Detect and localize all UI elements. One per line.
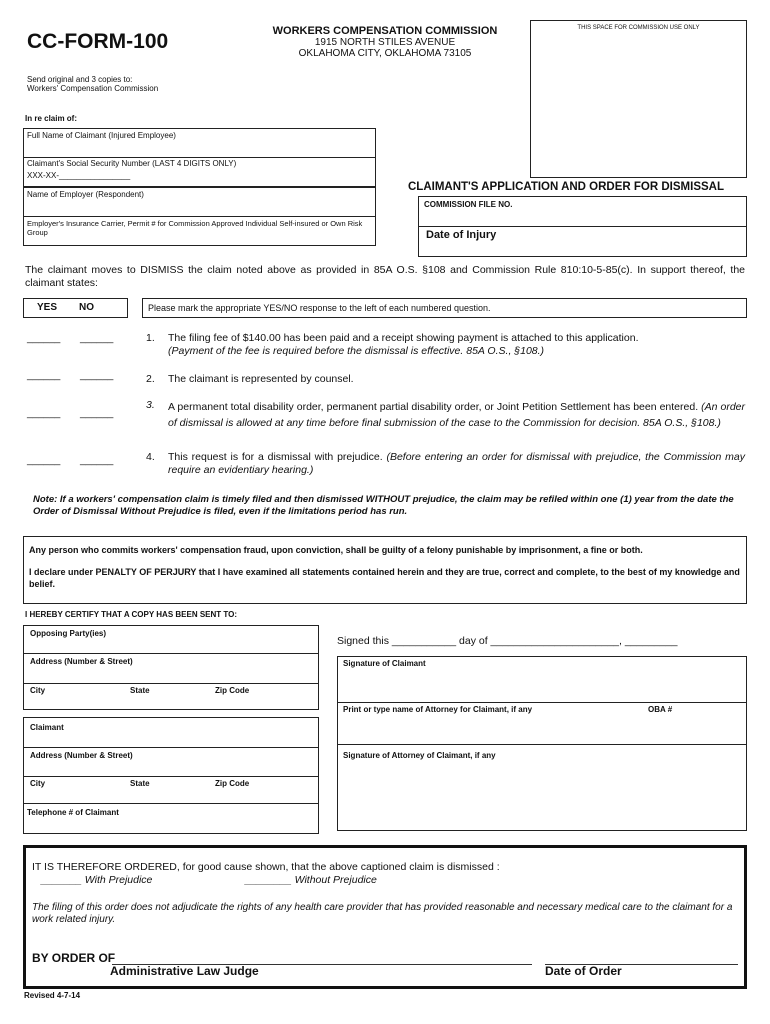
yes-no-header: [23, 298, 128, 318]
agency-block: [270, 25, 500, 59]
opposing-party-box: [23, 625, 319, 710]
date-of-injury-label: Date of Injury: [426, 229, 497, 241]
item-4-note: (Before entering an order for dismissal with prejudice, the Commission may require an evidentiary hearing.): [168, 451, 745, 476]
claimant-zip-label[interactable]: Zip Code: [215, 779, 250, 788]
insurer-label: Employer's Insurance Carrier, Permit # for Commission Approved Individual Self-insured or Own Risk Group: [27, 219, 363, 237]
send-line-1: Send original and 3 copies to:: [27, 75, 133, 84]
by-order-label: BY ORDER OF: [32, 951, 116, 965]
oba-label[interactable]: OBA #: [648, 705, 673, 714]
item-2-no[interactable]: ______: [80, 370, 114, 381]
claimant-divider-1: [24, 747, 318, 748]
claimant-name-field[interactable]: [23, 128, 376, 158]
opposing-city-label[interactable]: City: [30, 686, 46, 695]
order-text: IT IS THEREFORE ORDERED, for good cause shown, that the above captioned claim is dismissed :: [32, 861, 500, 873]
signature-divider-2: [338, 744, 746, 745]
in-re-label: In re claim of:: [25, 114, 78, 123]
yes-label: YES: [37, 302, 58, 313]
date-of-order-label: Date of Order: [545, 964, 622, 978]
signed-this-line[interactable]: Signed this ___________ day of ______________________, _________: [337, 635, 678, 647]
instruction-box: [142, 298, 747, 318]
opposing-state-label[interactable]: State: [130, 686, 150, 695]
opposing-zip-label[interactable]: Zip Code: [215, 686, 250, 695]
claimant-phone-label[interactable]: Telephone # of Claimant: [27, 808, 119, 817]
item-4: [168, 451, 745, 477]
item-3-yes[interactable]: ______: [27, 408, 61, 419]
file-no-field[interactable]: [418, 196, 747, 227]
item-3-text: A permanent total disability order, permanent partial disability order, or Joint Petition Settlement has been entered.: [168, 401, 699, 413]
agency-address-2: OKLAHOMA CITY, OKLAHOMA 73105: [298, 48, 472, 59]
item-2-text: The claimant is represented by counsel.: [168, 373, 354, 385]
claimant-name-label: Full Name of Claimant (Injured Employee): [27, 131, 176, 140]
file-no-label: COMMISSION FILE NO.: [424, 200, 513, 209]
revised-date: Revised 4-7-14: [24, 991, 81, 1000]
certify-label: I HEREBY CERTIFY THAT A COPY HAS BEEN SENT TO:: [25, 610, 238, 619]
item-3: [168, 399, 745, 431]
fraud-warning: Any person who commits workers' compensation fraud, upon conviction, shall be guilty of a felony punishable by imprisonment, a fine or both.: [29, 545, 643, 555]
item-4-text: This request is for a dismissal with prejudice.: [168, 451, 383, 463]
opposing-divider-2: [24, 683, 318, 684]
form-title: CLAIMANT'S APPLICATION AND ORDER FOR DISMISSAL: [408, 181, 724, 193]
commission-use-label: THIS SPACE FOR COMMISSION USE ONLY: [577, 25, 700, 31]
claimant-divider-3: [24, 803, 318, 804]
filing-disclaimer: The filing of this order does not adjudicate the rights of any health care provider that has provided reasonable and necessary medical care to the claimant for a work related injury.: [32, 902, 733, 925]
order-box: [23, 845, 747, 989]
item-1: [168, 332, 745, 358]
item-1-yes[interactable]: ______: [27, 333, 61, 344]
intro-text: The claimant moves to DISMISS the claim noted above as provided in 85A O.S. §108 and Commission Rule 810:10-5-85(c). In support thereof, the claimant states:: [25, 264, 745, 289]
no-label: NO: [79, 302, 94, 313]
claimant-address-box: [23, 717, 319, 834]
alj-label: Administrative Law Judge: [110, 964, 259, 978]
employer-label: Name of Employer (Respondent): [27, 190, 144, 199]
form-id: CC-FORM-100: [27, 30, 169, 53]
agency-address-1: 1915 NORTH STILES AVENUE: [314, 37, 456, 48]
item-1-text: The filing fee of $140.00 has been paid and a receipt showing payment is attached to this application.: [168, 332, 639, 344]
opposing-divider-1: [24, 653, 318, 654]
item-2-yes[interactable]: ______: [27, 370, 61, 381]
item-4-yes[interactable]: ______: [27, 455, 61, 466]
employer-field[interactable]: [23, 187, 376, 217]
item-3-note: (An order of dismissal is allowed at any time before final submission of the case to the Commission for decision. 85A O.S., §108.): [168, 401, 745, 429]
claimant-signature-label[interactable]: Signature of Claimant: [343, 659, 426, 668]
opposing-party-label[interactable]: Opposing Party(ies): [30, 629, 107, 638]
claimant-address-label[interactable]: Address (Number & Street): [30, 751, 133, 760]
with-prejudice-option[interactable]: _______ With Prejudice: [41, 874, 153, 886]
agency-name: WORKERS COMPENSATION COMMISSION: [272, 25, 498, 37]
item-3-num: 3.: [146, 399, 155, 411]
send-instructions: [27, 75, 158, 93]
signature-divider-1: [338, 702, 746, 703]
item-4-no[interactable]: ______: [80, 455, 114, 466]
instruction-text: Please mark the appropriate YES/NO response to the left of each numbered question.: [148, 303, 491, 313]
declaration-box: [23, 536, 747, 604]
claimant-city-label[interactable]: City: [30, 779, 46, 788]
attorney-name-label[interactable]: Print or type name of Attorney for Claimant, if any: [343, 705, 533, 714]
ssn-field[interactable]: [23, 157, 376, 187]
claimant-divider-2: [24, 776, 318, 777]
item-1-num: 1.: [146, 332, 155, 344]
item-1-no[interactable]: ______: [80, 333, 114, 344]
date-of-injury-field[interactable]: [418, 226, 747, 257]
item-2-num: 2.: [146, 373, 155, 385]
signature-box: [337, 656, 747, 831]
commission-use-box: [530, 20, 747, 178]
without-prejudice-option[interactable]: ________ Without Prejudice: [245, 874, 377, 886]
attorney-signature-label[interactable]: Signature of Attorney of Claimant, if any: [343, 751, 496, 760]
claimant-label[interactable]: Claimant: [30, 723, 64, 732]
refile-note: Note: If a workers' compensation claim is timely filed and then dismissed WITHOUT prejudice, the claim may be refiled within one (1) year from the date the Order of Dismissal Without Prejudice is filed, even if the limitations period has run.: [33, 494, 734, 517]
item-4-num: 4.: [146, 451, 155, 463]
item-3-no[interactable]: ______: [80, 408, 114, 419]
insurer-field[interactable]: [23, 216, 376, 246]
send-line-2: Workers' Compensation Commission: [27, 84, 159, 93]
ssn-label: Claimant's Social Security Number (LAST 4 DIGITS ONLY): [27, 159, 237, 168]
ssn-prefix: XXX-XX-________________: [27, 171, 131, 180]
claimant-state-label[interactable]: State: [130, 779, 150, 788]
opposing-address-label[interactable]: Address (Number & Street): [30, 657, 133, 666]
item-1-note: (Payment of the fee is required before the dismissal is effective. 85A O.S., §108.): [168, 345, 545, 357]
perjury-declaration: I declare under PENALTY OF PERJURY that I have examined all statements contained herein and they are true, correct and complete, to the best of my knowledge and belief.: [29, 567, 740, 589]
